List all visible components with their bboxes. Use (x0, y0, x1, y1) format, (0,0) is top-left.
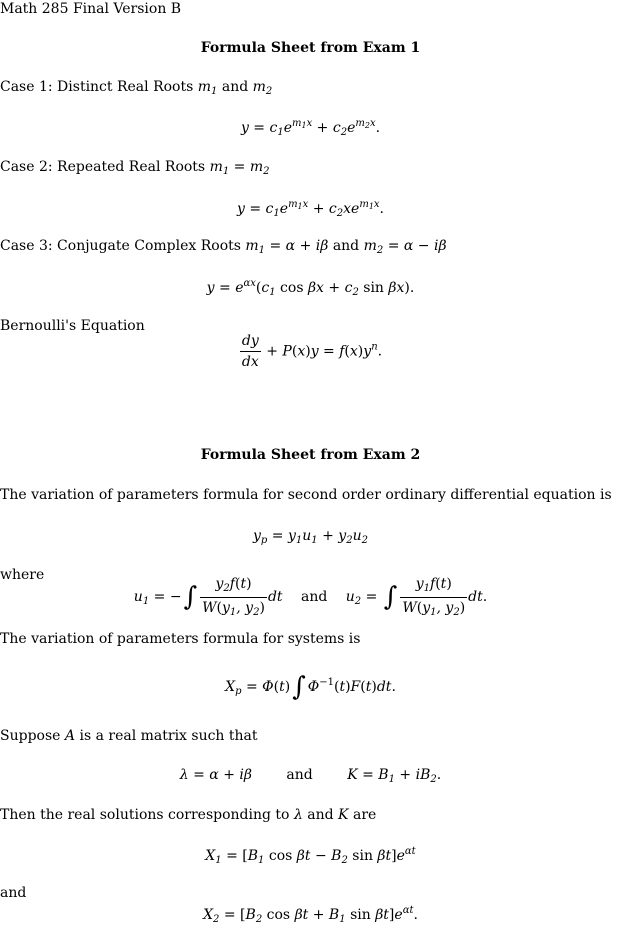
case2-label-line: Case 2: Repeated Real Roots $m_1 = m_2$ (0, 159, 270, 177)
vop-systems: The variation of parameters formula for systems is (0, 631, 361, 647)
and-line: and (0, 885, 27, 901)
x2-formula: $X_2 = [B_2$ $\cos \beta t + B_1$ $\sin \beta t]e^{\alpha t}$. (203, 905, 418, 925)
case2-formula: $y = c_1e^{m_1x} + c_2xe^{m_1x}$. (237, 199, 384, 219)
case1-label: Case 1: Distinct Real Roots (0, 79, 194, 95)
then-pre: Then the real solutions corresponding to (0, 807, 290, 823)
document-header: Math 285 Final Version B (0, 1, 182, 17)
x1-formula: $X_1 = [B_1$ $\cos \beta t - B_2$ $\sin \beta t]e^{\alpha t}$ (205, 846, 416, 866)
then-mid: and (307, 807, 334, 823)
u-formulas: $u_1$ = −∫ $\frac{y_2f(t)}{W(y_1, y_2)}$ dt and $u_2$ = ∫ $\frac{y_1f(t)}{W(y_1, y_2)}$ dt. (133, 576, 488, 618)
suppose-line: Suppose A is a real matrix such that (0, 728, 258, 744)
case3-label: Case 3: Conjugate Complex Roots (0, 238, 241, 254)
eigen-formula: λ = α + iβ and $K = B_1 + iB_2$. (179, 767, 442, 785)
case3-label-line: Case 3: Conjugate Complex Roots $m_1 = \alpha + i\beta$ and $m_2 = \alpha - i\beta$ (0, 238, 447, 256)
case2-label: Case 2: Repeated Real Roots (0, 159, 206, 175)
u-formulas-and: and (300, 589, 328, 605)
bernoulli-label: Bernoulli's Equation (0, 318, 145, 334)
suppose-post: is a real matrix such that (79, 728, 258, 744)
vop-systems-formula: $X_p = \Phi(t)\int$ $\Phi^{-1}(t)F(t)dt$. (225, 672, 396, 702)
then-line: Then the real solutions corresponding to λ and K are (0, 807, 377, 823)
case1-label-line: Case 1: Distinct Real Roots $m_1$ and $m_2$ (0, 79, 273, 97)
exam2-title: Formula Sheet from Exam 2 (200, 447, 421, 463)
eigen-and: and (286, 767, 313, 783)
vop-formula: $y_p = y_1u_1 + y_2u_2$ (253, 528, 368, 546)
case3-and: and (332, 238, 360, 254)
case3-formula: $y = e^{\alpha x}(c_1$ $\cos \beta x + c_2$ sin βx). (206, 278, 415, 298)
bernoulli-formula: $\frac{dy}{dx}$ + $P(x)y = f(x)y^n$. (241, 333, 383, 371)
exam1-title: Formula Sheet from Exam 1 (200, 40, 421, 56)
suppose-pre: Suppose (0, 728, 61, 744)
case1-formula: $y = c_1e^{m_1x} + c_2e^{m_2x}$. (240, 118, 381, 138)
case1-and: and (221, 79, 249, 95)
vop-intro: The variation of parameters formula for second order ordinary differential equation is (0, 487, 612, 503)
then-post: are (352, 807, 377, 823)
where-word: where (0, 567, 45, 583)
